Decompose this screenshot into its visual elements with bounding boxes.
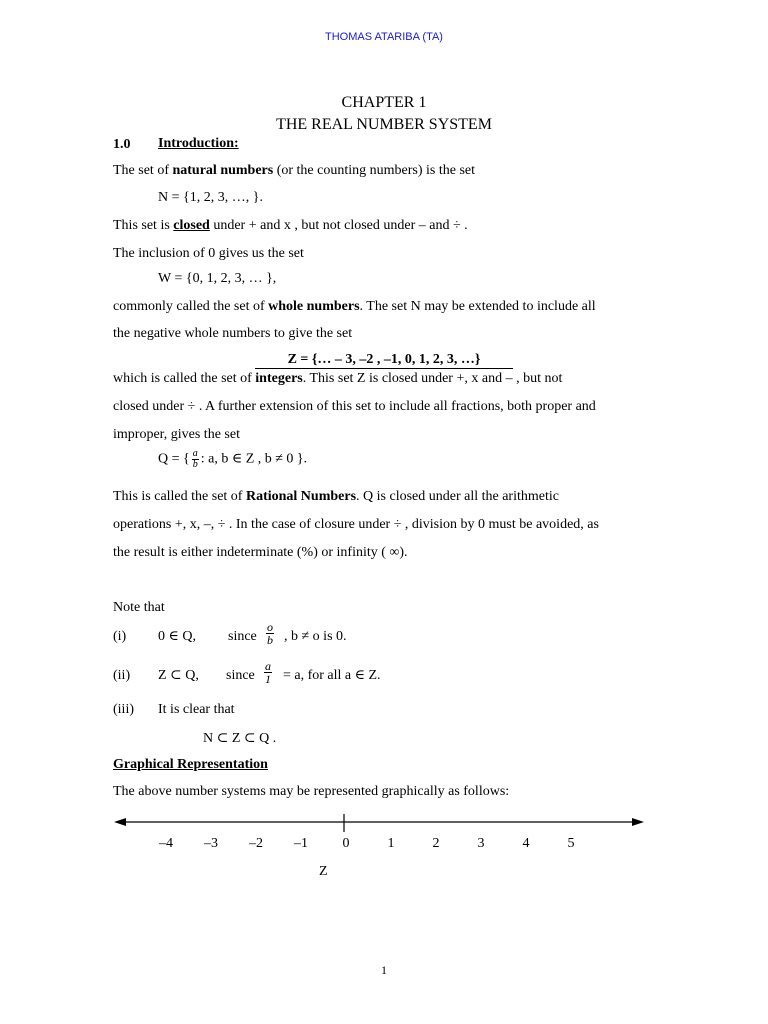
paragraph-natural-numbers (113, 162, 475, 180)
section-number: 1.0 (113, 137, 131, 152)
number-line-tick-label: –1 (294, 836, 308, 851)
numerator: a (265, 659, 271, 673)
chapter-number: CHAPTER 1 (341, 94, 427, 111)
paragraph-closed (113, 217, 468, 235)
graph-heading: Graphical Representation (113, 757, 268, 772)
item-label: (i) (113, 629, 127, 644)
number-line-set-label: Z (319, 864, 328, 879)
section-heading (113, 136, 131, 154)
item-rest: = a, for all a ∈ Z. (283, 668, 381, 683)
fraction-a-over-1 (262, 660, 274, 685)
fraction-a-over-b (192, 449, 199, 470)
term-integers: integers (255, 371, 303, 386)
number-line-tick-label: –3 (204, 836, 218, 851)
chapter-title: THE REAL NUMBER SYSTEM (276, 116, 492, 133)
item-label: (ii) (113, 668, 131, 683)
fraction (266, 621, 274, 646)
number-line (112, 812, 646, 834)
arrow-left-icon (114, 818, 126, 826)
number-line-tick-label: 5 (567, 836, 575, 851)
number-line-tick-label: –2 (249, 836, 263, 851)
text: under + and x , but not closed under – and ÷ . (209, 218, 468, 233)
term-whole-numbers: whole numbers (268, 299, 360, 314)
number-line-tick-label: 0 (342, 836, 350, 851)
term-closed: closed (173, 218, 210, 233)
denominator: b (192, 459, 198, 470)
set-w: W = {0, 1, 2, 3, … }, (158, 271, 277, 286)
number-line-tick-label: 2 (432, 836, 440, 851)
paragraph-inclusion: The inclusion of 0 gives us the set (113, 246, 304, 261)
paragraph-integers (113, 370, 562, 388)
paragraph-extension: closed under ÷ . A further extension of this set to include all fractions, both proper and (113, 399, 596, 414)
text: (or the counting numbers) is the set (273, 163, 476, 178)
text: : a, b ∈ Z , b ≠ 0 }. (200, 451, 308, 467)
item-label: (iii) (113, 702, 134, 717)
term-rational-numbers: Rational Numbers (245, 489, 357, 504)
paragraph-improper: improper, gives the set (113, 427, 240, 442)
denominator: 1 (265, 672, 271, 686)
paragraph-rational (113, 488, 559, 506)
section-title-wrap (158, 136, 239, 152)
paragraph-operations: operations +, x, –, ÷ . In the case of closure under ÷ , division by 0 must be avoided, as (113, 517, 599, 532)
page-header: THOMAS ATARIBA (TA) (325, 31, 443, 43)
number-line-tick-label: –4 (159, 836, 173, 851)
graph-intro: The above number systems may be represented graphically as follows: (113, 784, 510, 799)
set-z: Z = {… – 3, –2 , –1, 0, 1, 2, 3, …} (255, 351, 513, 369)
text: . This set Z is closed under +, x and – , but not (302, 371, 563, 386)
paragraph-indeterminate: the result is either indeterminate (%) or infinity ( ∞). (113, 545, 408, 560)
set-q (158, 449, 307, 470)
note-heading: Note that (113, 600, 165, 615)
arrow-right-icon (632, 818, 644, 826)
number-line-tick-label: 1 (387, 836, 395, 851)
number-line-tick-label: 3 (477, 836, 485, 851)
text: which is called the set of (113, 371, 256, 386)
text: . The set N may be extended to include all (359, 299, 596, 314)
page-number: 1 (381, 963, 387, 977)
item-lhs: Z ⊂ Q, (158, 668, 199, 683)
text: This is called the set of (113, 489, 246, 504)
text: commonly called the set of (113, 299, 269, 314)
numerator: a (192, 448, 198, 459)
number-line-tick-label: 4 (522, 836, 530, 851)
item-lhs: It is clear that (158, 702, 235, 717)
set-n: N = {1, 2, 3, …, }. (158, 190, 263, 205)
text: . Q is closed under all the arithmetic (356, 489, 559, 504)
paragraph-whole-numbers (113, 298, 596, 316)
fraction-o-over-b (264, 621, 276, 646)
text: This set is (113, 218, 174, 233)
text: Q = { (158, 451, 190, 467)
item-lhs: 0 ∈ Q, (158, 629, 196, 644)
fraction (264, 660, 272, 685)
paragraph-negative: the negative whole numbers to give the set (113, 326, 353, 341)
subset-chain: N ⊂ Z ⊂ Q . (203, 731, 277, 746)
item-rest: , b ≠ o is 0. (284, 629, 347, 644)
section-title: Introduction: (158, 136, 239, 151)
text: The set of (113, 163, 173, 178)
item-since: since (226, 668, 255, 683)
item-since: since (228, 629, 257, 644)
graph-heading-wrap (113, 756, 268, 774)
denominator: b (267, 633, 273, 647)
numerator: o (267, 620, 273, 634)
term-natural-numbers: natural numbers (172, 163, 274, 178)
